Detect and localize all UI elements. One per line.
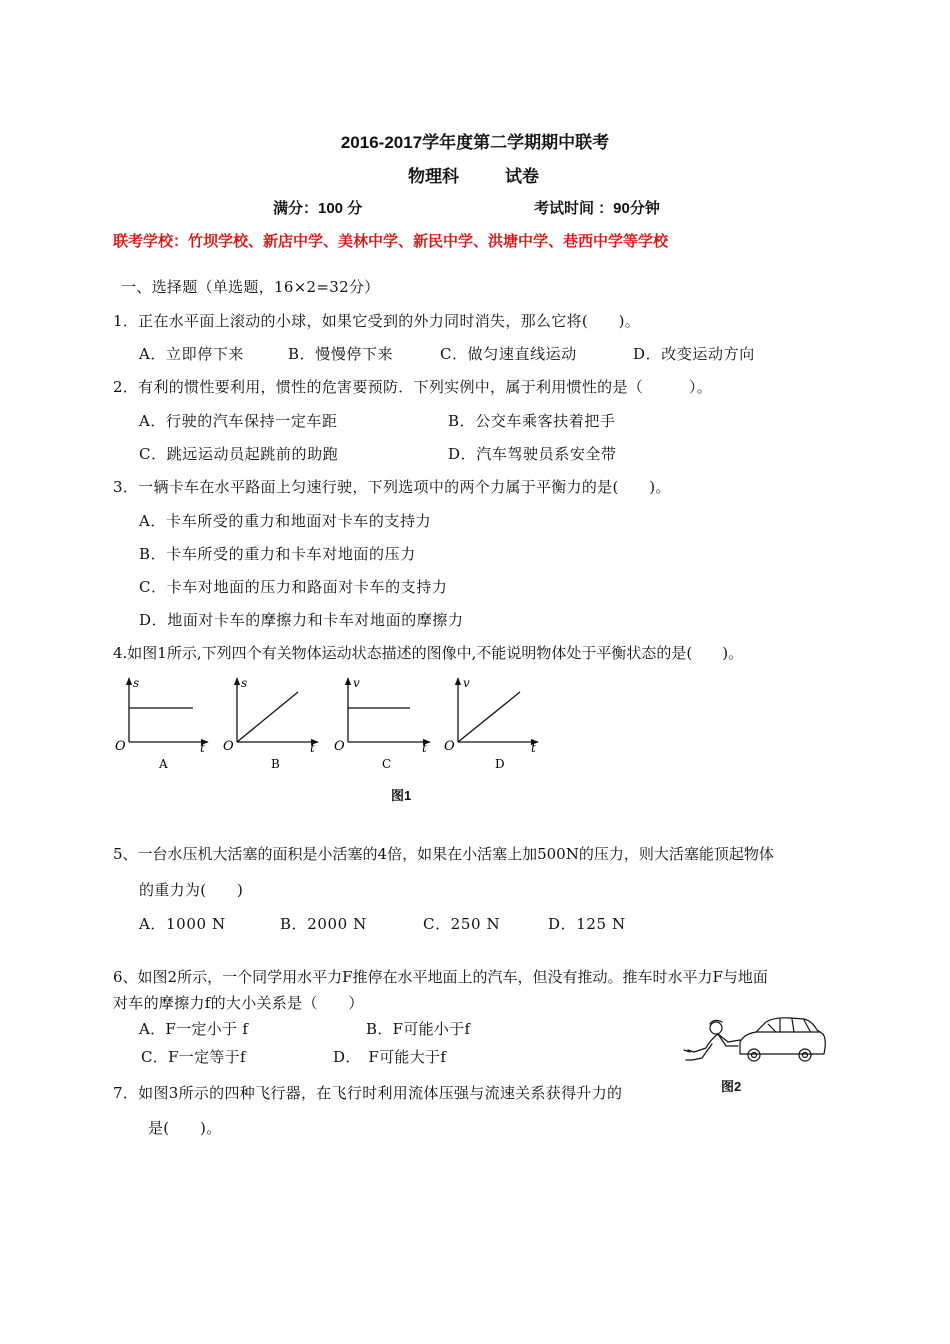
question-3-option-a: A．卡车所受的重力和地面对卡车的支持力 xyxy=(139,512,432,530)
question-6-option-a: A．F一定小于 f xyxy=(139,1020,249,1038)
question-2-option-a: A．行驶的汽车保持一定车距 xyxy=(139,412,338,430)
question-3-stem: 3．一辆卡车在水平路面上匀速行驶，下列选项中的两个力属于平衡力的是( )。 xyxy=(113,478,671,496)
graph-b-x-label: t xyxy=(310,741,315,755)
graph-c-origin: O xyxy=(334,739,345,754)
question-2-stem: 2．有利的惯性要利用，惯性的危害要预防．下列实例中，属于利用惯性的是（ ）。 xyxy=(113,378,713,396)
question-5-stem-cont: 的重力为( ) xyxy=(139,881,244,899)
question-7-stem-cont: 是( )。 xyxy=(148,1119,222,1137)
question-3-option-b: B．卡车所受的重力和卡车对地面的压力 xyxy=(139,545,416,563)
graph-d-x-label: t xyxy=(531,741,536,755)
graph-a-x-label: t xyxy=(200,741,205,755)
figure-1-caption: 图1 xyxy=(391,788,412,803)
graph-d-label: D xyxy=(495,757,505,771)
question-2-option-b: B．公交车乘客扶着把手 xyxy=(448,412,616,430)
question-1-option-c: C．做匀速直线运动 xyxy=(440,345,577,363)
question-1-option-a: A．立即停下来 xyxy=(139,345,245,363)
question-5-stem: 5、一台水压机大活塞的面积是小活塞的4倍，如果在小活塞上加500N的压力，则大活塞能顶起物体 xyxy=(113,845,774,863)
graph-d xyxy=(444,676,538,771)
paper-label: 试卷 xyxy=(505,167,539,186)
graph-d-line xyxy=(458,692,520,742)
graph-d-y-label: v xyxy=(463,676,470,690)
question-6-stem-cont: 对车的摩擦力f的大小关系是（ ） xyxy=(113,994,364,1012)
graph-a-label: A xyxy=(159,757,168,771)
participating-schools: 联考学校：竹坝学校、新店中学、美林中学、新民中学、洪塘中学、巷西中学等学校 xyxy=(113,233,669,250)
exam-time: 考试时间 ：90分钟 xyxy=(534,200,660,217)
question-6-option-b: B．F可能小于f xyxy=(366,1020,471,1038)
car-windows xyxy=(768,1019,810,1032)
person-leg xyxy=(688,1034,718,1052)
question-1-option-d: D．改变运动方向 xyxy=(633,345,755,363)
section-heading: 一、选择题（单选题，16×2=32分） xyxy=(121,278,380,296)
full-marks: 满分：100 分 xyxy=(273,200,363,217)
graph-a-origin: O xyxy=(115,739,126,754)
graph-c-label: C xyxy=(382,757,392,771)
graph-c-x-label: t xyxy=(422,741,427,755)
figure-2-illustration xyxy=(680,1010,830,1072)
graph-b-origin: O xyxy=(223,739,234,754)
graph-b xyxy=(223,676,318,771)
graph-a xyxy=(115,676,208,771)
graph-b-label: B xyxy=(271,757,280,771)
graph-c xyxy=(334,676,430,771)
question-6-option-d: D． F可能大于f xyxy=(333,1048,447,1066)
graph-b-line xyxy=(237,692,298,742)
graph-a-y-label: s xyxy=(133,676,140,690)
car-wheel-front xyxy=(748,1049,760,1061)
question-7-stem: 7．如图3所示的四种飞行器，在飞行时利用流体压强与流速关系获得升力的 xyxy=(113,1084,623,1102)
car-wheel-rear xyxy=(799,1049,811,1061)
question-5-option-b: B．2000 N xyxy=(280,915,367,933)
question-3-option-d: D．地面对卡车的摩擦力和卡车对地面的摩擦力 xyxy=(139,611,464,629)
subject-label: 物理科 xyxy=(408,167,459,186)
figure-1-graphs xyxy=(108,670,548,775)
question-5-option-d: D．125 N xyxy=(548,915,626,933)
question-6-stem: 6、如图2所示，一个同学用水平力F推停在水平地面上的汽车，但没有推动。推车时水平力F与地面 xyxy=(113,968,768,986)
exam-title: 2016-2017学年度第二学期期中联考 xyxy=(340,133,610,152)
graph-c-y-label: v xyxy=(353,676,360,690)
person-head xyxy=(710,1022,722,1034)
question-6-option-c: C．F一定等于f xyxy=(141,1048,246,1066)
question-5-option-c: C．250 N xyxy=(423,915,501,933)
question-2-option-c: C．跳远运动员起跳前的助跑 xyxy=(139,445,339,463)
graph-b-y-label: s xyxy=(241,676,248,690)
question-1-option-b: B．慢慢停下来 xyxy=(288,345,394,363)
question-1-stem: 1．正在水平面上滚动的小球，如果它受到的外力同时消失，那么它将( )。 xyxy=(113,312,641,330)
question-2-option-d: D．汽车驾驶员系安全带 xyxy=(448,445,617,463)
question-5-option-a: A．1000 N xyxy=(139,915,226,933)
question-3-option-c: C．卡车对地面的压力和路面对卡车的支持力 xyxy=(139,578,448,596)
figure-2-caption: 图2 xyxy=(721,1079,742,1094)
graph-d-origin: O xyxy=(444,739,455,754)
question-4-stem: 4.如图1所示,下列四个有关物体运动状态描述的图像中,不能说明物体处于平衡状态的是( )。 xyxy=(113,644,744,662)
